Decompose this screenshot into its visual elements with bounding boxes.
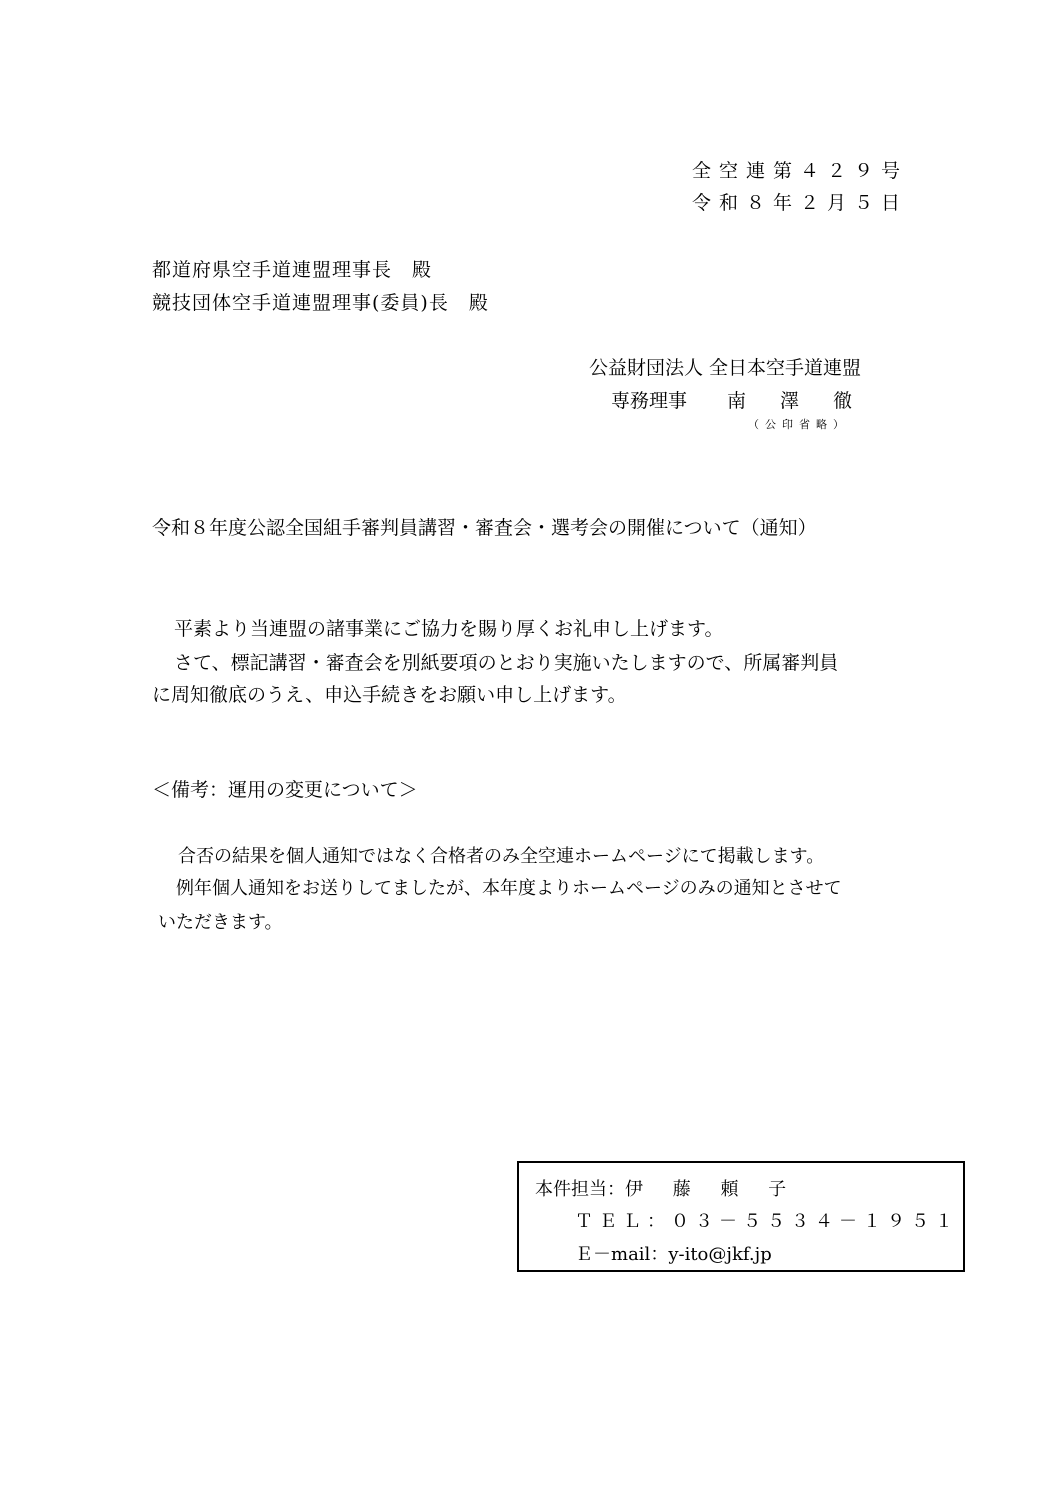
addressee-competition-bodies: 競技団体空手道連盟理事(委員)長 殿 — [152, 292, 489, 314]
sender-name: 南 澤 徹 — [727, 390, 867, 412]
contact-label: 本件担当： — [535, 1179, 625, 1200]
contact-email: Ｅ－mail：y-ito@jkf.jp — [575, 1244, 772, 1265]
addressee-prefectural: 都道府県空手道連盟理事長 殿 — [152, 259, 433, 281]
contact-box — [517, 1161, 965, 1272]
sender-signature — [611, 386, 866, 413]
contact-phone: ＴＥＬ：０３－５５３４－１９５１ — [575, 1211, 959, 1232]
document-number: 全空連第４２９号 — [691, 160, 908, 182]
seal-omitted-note: （公印省略） — [748, 418, 850, 431]
body-request-line-2: に周知徹底のうえ、申込手続きをお願い申し上げます。 — [152, 684, 627, 706]
body-request-line-1: さて、標記講習・審査会を別紙要項のとおり実施いたしますので、所属審判員 — [174, 652, 839, 674]
contact-person — [535, 1175, 798, 1201]
note-heading: ＜備考：運用の変更について＞ — [152, 779, 418, 801]
body-greeting: 平素より当連盟の諸事業にご協力を賜り厚くお礼申し上げます。 — [174, 618, 724, 640]
sender-organization: 公益財団法人 全日本空手道連盟 — [589, 357, 862, 379]
note-line: 例年個人通知をお送りしてましたが、本年度よりホームページのみの通知とさせて — [176, 878, 842, 899]
document-subject: 令和８年度公認全国組手審判員講習・審査会・選考会の開催について（通知） — [152, 517, 817, 539]
note-line: いただきます。 — [158, 912, 283, 933]
note-line: 合否の結果を個人通知ではなく合格者のみ全空連ホームページにて掲載します。 — [178, 846, 825, 867]
sender-title: 専務理事 — [611, 390, 688, 412]
contact-person-name: 伊 藤 頼 子 — [625, 1179, 799, 1200]
document-date: 令和８年２月５日 — [691, 192, 908, 214]
